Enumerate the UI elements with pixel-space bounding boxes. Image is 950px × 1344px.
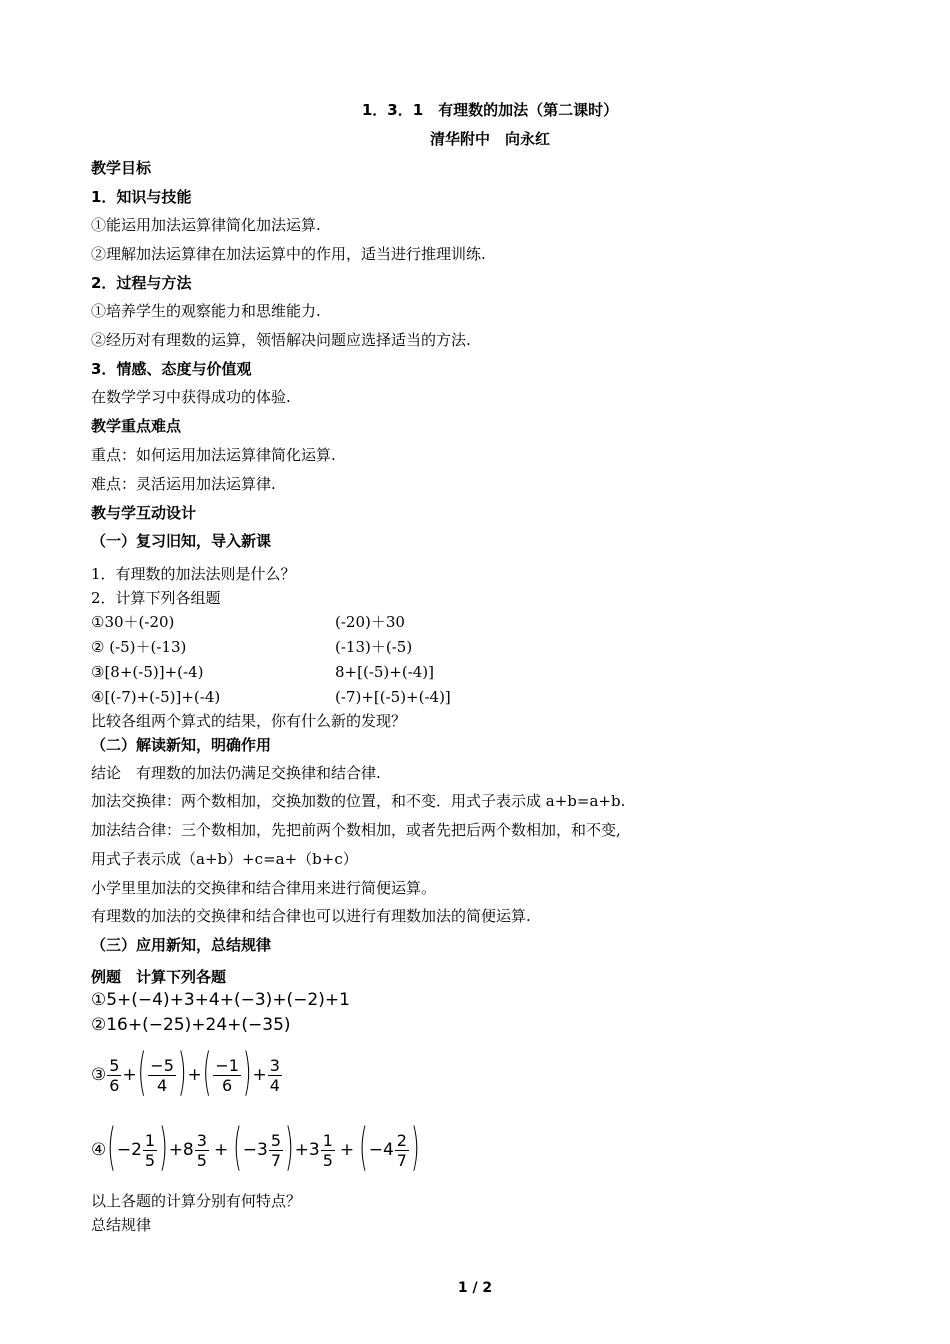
compute-right-1: (-20)＋30	[335, 613, 405, 631]
commutative-law: 加法交换律：两个数相加，交换加数的位置，和不变．用式子表示成 a+b=a+b.	[91, 792, 626, 810]
fraction: $\frac{-5}{4}$	[150, 1055, 174, 1095]
compute-right-2: (-13)＋(-5)	[335, 638, 413, 656]
knowledge-heading: 1．知识与技能	[91, 188, 192, 206]
page-number: 1 / 2	[457, 1280, 493, 1296]
fraction: $\frac{-1}{6}$	[215, 1055, 239, 1095]
knowledge-line-1: ①能运用加法运算律简化加法运算.	[91, 216, 321, 234]
associative-law: 加法结合律：三个数相加，先把前两个数相加，或者先把后两个数相加，和不变,	[91, 821, 621, 839]
example-heading: 例题 计算下列各题	[91, 968, 227, 986]
process-line-1: ①培养学生的观察能力和思维能力.	[91, 302, 321, 320]
emotion-heading: 3．情感、态度与价值观	[91, 360, 252, 378]
compute-right-4: (-7)+[(-5)+(-4)]	[335, 688, 451, 706]
rational-note: 有理数的加法的交换律和结合律也可以进行有理数加法的简便运算.	[91, 907, 531, 925]
compute-left-3: ③[8+(-5)]+(-4)	[91, 663, 204, 681]
compute-left-4: ④[(-7)+(-5)]+(-4)	[91, 688, 221, 706]
example-3-mark: ③	[91, 1065, 107, 1085]
design-heading: 教与学互动设计	[91, 504, 197, 522]
fraction: $\frac{3}{4}$	[269, 1055, 280, 1095]
example-4: ④ ( −2 $\frac{1}{5}$ ) +8 $\frac{3}{5}$ + ( −3 $\frac{5}{7}$ ) +3 $\frac{1}{5}$ + ( −4 $\frac{2}{7}$ )	[91, 1120, 420, 1178]
associative-formula: 用式子表示成（a+b）+c=a+（b+c）	[91, 850, 358, 868]
features-question: 以上各题的计算分别有何特点？	[91, 1192, 302, 1210]
knowledge-line-2: ②理解加法运算律在加法运算中的作用，适当进行推理训练.	[91, 245, 486, 263]
keypoints-heading: 教学重点难点	[91, 417, 182, 435]
fraction: $\frac{1}{5}$	[144, 1130, 156, 1170]
fraction: $\frac{2}{7}$	[396, 1130, 407, 1170]
conclusion-line: 结论 有理数的加法仍满足交换律和结合律.	[91, 764, 381, 782]
compare-question: 比较各组两个算式的结果，你有什么新的发现？	[91, 712, 407, 730]
process-heading: 2．过程与方法	[91, 274, 192, 292]
doc-author: 清华附中 向永红	[429, 130, 550, 148]
primary-school-note: 小学里里加法的交换律和结合律用来进行简便运算。	[91, 879, 437, 897]
compute-left-2: ② (-5)＋(-13)	[91, 638, 187, 656]
part1-heading: （一）复习旧知，导入新课	[91, 532, 272, 550]
review-question-1: 1．有理数的加法法则是什么？	[91, 565, 296, 583]
compute-left-1: ①30＋(-20)	[91, 613, 175, 631]
process-line-2: ②经历对有理数的运算，领悟解决问题应选择适当的方法.	[91, 331, 471, 349]
part2-heading: （二）解读新知，明确作用	[91, 736, 272, 754]
fraction: $\frac{5}{6}$	[109, 1055, 120, 1095]
example-3: ③ $\frac{5}{6}$ + ( $\frac{-5}{4}$ ) + ( $\frac{-1}{6}$ ) + $\frac{3}{4}$	[91, 1045, 280, 1103]
difficulty-line: 难点：灵活运用加法运算律.	[91, 475, 276, 493]
example-1: ①5+(−4)+3+4+(−3)+(−2)+1	[91, 990, 350, 1010]
keypoint-line: 重点：如何运用加法运算律简化运算.	[91, 446, 336, 464]
summary-label: 总结规律	[91, 1216, 152, 1234]
fraction: $\frac{3}{5}$	[196, 1130, 207, 1170]
review-question-2: 2．计算下列各组题	[91, 589, 221, 607]
doc-title: 1．3．1 有理数的加法（第二课时）	[361, 101, 619, 119]
part3-heading: （三）应用新知，总结规律	[91, 936, 272, 954]
compute-right-3: 8+[(-5)+(-4)]	[335, 663, 435, 681]
fraction: $\frac{5}{7}$	[270, 1130, 282, 1170]
example-2: ②16+(−25)+24+(−35)	[91, 1015, 291, 1035]
emotion-line-1: 在数学学习中获得成功的体验.	[91, 388, 291, 406]
fraction: $\frac{1}{5}$	[322, 1130, 333, 1170]
example-4-mark: ④	[91, 1140, 107, 1160]
objectives-heading: 教学目标	[91, 159, 152, 177]
